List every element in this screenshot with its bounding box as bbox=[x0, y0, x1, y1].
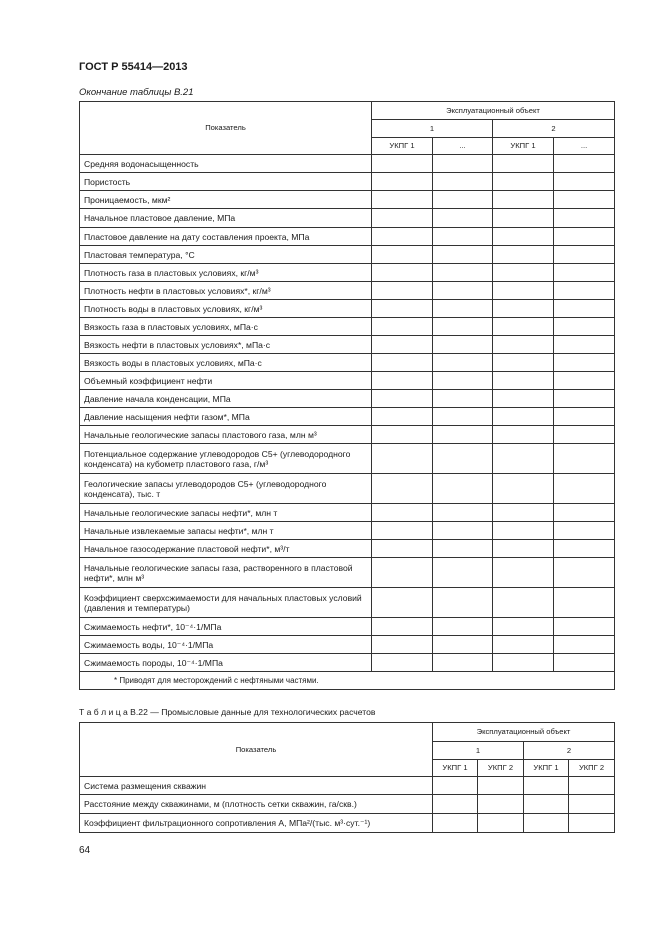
value-cell bbox=[493, 191, 554, 209]
value-cell bbox=[372, 246, 433, 264]
value-cell bbox=[433, 228, 493, 246]
value-cell bbox=[554, 191, 615, 209]
table-row bbox=[80, 474, 615, 504]
value-cell bbox=[372, 336, 433, 354]
row-label: Сжимаемость воды, 10⁻⁴·1/МПа bbox=[80, 636, 372, 654]
table1-caption: Окончание таблицы В.21 bbox=[79, 87, 194, 98]
value-cell bbox=[478, 814, 524, 833]
table-row bbox=[80, 504, 615, 522]
value-cell bbox=[372, 318, 433, 336]
value-cell bbox=[372, 264, 433, 282]
table1-header-indicator: Показатель bbox=[80, 102, 372, 155]
value-cell bbox=[433, 558, 493, 588]
value-cell bbox=[372, 522, 433, 540]
table2-header-object-1: 1 bbox=[433, 742, 524, 760]
table2-header-group: Эксплуатационный объект bbox=[433, 723, 615, 742]
value-cell bbox=[493, 654, 554, 672]
row-label: Плотность газа в пластовых условиях, кг/м³ bbox=[80, 264, 372, 282]
value-cell bbox=[372, 408, 433, 426]
table-row bbox=[80, 814, 615, 833]
value-cell bbox=[493, 246, 554, 264]
value-cell bbox=[372, 209, 433, 228]
row-label: Расстояние между скважинами, м (плотность сетки скважин, га/скв.) bbox=[80, 795, 433, 814]
value-cell bbox=[433, 408, 493, 426]
row-label: Начальные геологические запасы нефти*, млн т bbox=[80, 504, 372, 522]
value-cell bbox=[493, 588, 554, 618]
value-cell bbox=[554, 474, 615, 504]
table-row bbox=[80, 540, 615, 558]
value-cell bbox=[493, 155, 554, 173]
table-row bbox=[80, 191, 615, 209]
value-cell bbox=[433, 354, 493, 372]
value-cell bbox=[493, 636, 554, 654]
value-cell bbox=[493, 318, 554, 336]
value-cell bbox=[554, 336, 615, 354]
value-cell bbox=[493, 522, 554, 540]
row-label: Начальное газосодержание пластовой нефти*, м³/т bbox=[80, 540, 372, 558]
value-cell bbox=[372, 372, 433, 390]
value-cell bbox=[493, 408, 554, 426]
value-cell bbox=[433, 173, 493, 191]
value-cell bbox=[493, 354, 554, 372]
value-cell bbox=[554, 444, 615, 474]
row-label: Пластовое давление на дату составления проекта, МПа bbox=[80, 228, 372, 246]
table-row bbox=[80, 636, 615, 654]
value-cell bbox=[433, 282, 493, 300]
value-cell bbox=[372, 426, 433, 444]
value-cell bbox=[493, 540, 554, 558]
row-label: Геологические запасы углеводородов С5+ (углеводородного конденсата), тыс. т bbox=[80, 474, 372, 504]
row-label: Проницаемость, мкм² bbox=[80, 191, 372, 209]
value-cell bbox=[493, 282, 554, 300]
value-cell bbox=[372, 474, 433, 504]
table1-header-group: Эксплуатационный объект bbox=[372, 102, 615, 120]
value-cell bbox=[433, 504, 493, 522]
table-row bbox=[80, 282, 615, 300]
value-cell bbox=[554, 246, 615, 264]
value-cell bbox=[493, 444, 554, 474]
table-row bbox=[80, 372, 615, 390]
value-cell bbox=[372, 588, 433, 618]
row-label: Коэффициент сверхсжимаемости для начальных пластовых условий (давления и температуры) bbox=[80, 588, 372, 618]
row-label: Плотность воды в пластовых условиях, кг/м³ bbox=[80, 300, 372, 318]
value-cell bbox=[433, 209, 493, 228]
row-label: Пористость bbox=[80, 173, 372, 191]
value-cell bbox=[478, 777, 524, 795]
value-cell bbox=[554, 588, 615, 618]
value-cell bbox=[372, 282, 433, 300]
value-cell bbox=[569, 795, 615, 814]
table1-header-col-3: УКПГ 1 bbox=[493, 138, 554, 155]
page-number: 64 bbox=[79, 845, 91, 856]
table-row bbox=[80, 654, 615, 672]
table2 bbox=[79, 722, 615, 833]
table-row bbox=[80, 408, 615, 426]
table1 bbox=[79, 101, 615, 690]
value-cell bbox=[554, 300, 615, 318]
value-cell bbox=[372, 540, 433, 558]
value-cell bbox=[372, 654, 433, 672]
value-cell bbox=[372, 636, 433, 654]
value-cell bbox=[569, 814, 615, 833]
value-cell bbox=[372, 173, 433, 191]
table-row bbox=[80, 155, 615, 173]
value-cell bbox=[433, 636, 493, 654]
value-cell bbox=[554, 540, 615, 558]
value-cell bbox=[493, 173, 554, 191]
value-cell bbox=[433, 246, 493, 264]
footnote-row bbox=[80, 672, 615, 690]
table2-header-col-4: УКПГ 2 bbox=[569, 760, 615, 777]
value-cell bbox=[554, 173, 615, 191]
row-label: Пластовая температура, °С bbox=[80, 246, 372, 264]
value-cell bbox=[372, 191, 433, 209]
row-label: Начальные геологические запасы газа, растворенного в пластовой нефти*, млн м³ bbox=[80, 558, 372, 588]
row-label: Потенциальное содержание углеводородов С5+ (углеводородного конденсата) на кубометр пластового газа, г/м³ bbox=[80, 444, 372, 474]
row-label: Вязкость нефти в пластовых условиях*, мПа·с bbox=[80, 336, 372, 354]
value-cell bbox=[493, 372, 554, 390]
value-cell bbox=[372, 618, 433, 636]
value-cell bbox=[554, 155, 615, 173]
table1-header-object-1: 1 bbox=[372, 120, 493, 138]
value-cell bbox=[554, 426, 615, 444]
value-cell bbox=[493, 300, 554, 318]
row-label: Плотность нефти в пластовых условиях*, кг/м³ bbox=[80, 282, 372, 300]
row-label: Давление насыщения нефти газом*, МПа bbox=[80, 408, 372, 426]
row-label: Начальное пластовое давление, МПа bbox=[80, 209, 372, 228]
value-cell bbox=[554, 228, 615, 246]
row-label: Вязкость газа в пластовых условиях, мПа·с bbox=[80, 318, 372, 336]
value-cell bbox=[554, 209, 615, 228]
value-cell bbox=[433, 540, 493, 558]
value-cell bbox=[433, 618, 493, 636]
row-label: Сжимаемость нефти*, 10⁻⁴·1/МПа bbox=[80, 618, 372, 636]
value-cell bbox=[554, 522, 615, 540]
value-cell bbox=[493, 336, 554, 354]
value-cell bbox=[493, 474, 554, 504]
value-cell bbox=[433, 654, 493, 672]
row-label: Коэффициент фильтрационного сопротивления А, МПа²/(тыс. м³·сут.⁻¹) bbox=[80, 814, 433, 833]
value-cell bbox=[433, 191, 493, 209]
value-cell bbox=[554, 372, 615, 390]
table1-header-object-2: 2 bbox=[493, 120, 615, 138]
table-row bbox=[80, 444, 615, 474]
row-label: Начальные геологические запасы пластового газа, млн м³ bbox=[80, 426, 372, 444]
row-label: Средняя водонасыщенность bbox=[80, 155, 372, 173]
value-cell bbox=[433, 155, 493, 173]
table-row bbox=[80, 264, 615, 282]
value-cell bbox=[433, 300, 493, 318]
table2-header-col-2: УКПГ 2 bbox=[478, 760, 524, 777]
value-cell bbox=[433, 814, 478, 833]
value-cell bbox=[372, 300, 433, 318]
value-cell bbox=[433, 522, 493, 540]
row-label: Начальные извлекаемые запасы нефти*, млн т bbox=[80, 522, 372, 540]
value-cell bbox=[493, 504, 554, 522]
value-cell bbox=[433, 777, 478, 795]
value-cell bbox=[372, 504, 433, 522]
value-cell bbox=[433, 372, 493, 390]
value-cell bbox=[493, 228, 554, 246]
value-cell bbox=[433, 588, 493, 618]
table2-header-object-2: 2 bbox=[524, 742, 615, 760]
value-cell bbox=[372, 155, 433, 173]
value-cell bbox=[372, 444, 433, 474]
value-cell bbox=[433, 336, 493, 354]
value-cell bbox=[372, 558, 433, 588]
value-cell bbox=[554, 390, 615, 408]
value-cell bbox=[433, 795, 478, 814]
value-cell bbox=[524, 777, 569, 795]
table-row bbox=[80, 426, 615, 444]
table2-header-col-1: УКПГ 1 bbox=[433, 760, 478, 777]
value-cell bbox=[554, 636, 615, 654]
value-cell bbox=[433, 264, 493, 282]
value-cell bbox=[554, 618, 615, 636]
value-cell bbox=[493, 390, 554, 408]
value-cell bbox=[493, 618, 554, 636]
table-row bbox=[80, 354, 615, 372]
value-cell bbox=[433, 390, 493, 408]
table-row bbox=[80, 336, 615, 354]
value-cell bbox=[554, 264, 615, 282]
row-label: Объемный коэффициент нефти bbox=[80, 372, 372, 390]
value-cell bbox=[372, 390, 433, 408]
value-cell bbox=[554, 504, 615, 522]
table-row bbox=[80, 209, 615, 228]
value-cell bbox=[524, 814, 569, 833]
value-cell bbox=[433, 444, 493, 474]
value-cell bbox=[569, 777, 615, 795]
table-row bbox=[80, 588, 615, 618]
table1-header-col-4: ... bbox=[554, 138, 615, 155]
value-cell bbox=[524, 795, 569, 814]
table-row bbox=[80, 522, 615, 540]
value-cell bbox=[372, 228, 433, 246]
footnote: * Приводят для месторождений с нефтяными частями. bbox=[80, 672, 615, 690]
table-row bbox=[80, 777, 615, 795]
value-cell bbox=[554, 318, 615, 336]
value-cell bbox=[433, 474, 493, 504]
table2-caption: Т а б л и ц а В.22 — Промысловые данные для технологических расчетов bbox=[79, 707, 376, 717]
value-cell bbox=[554, 654, 615, 672]
standard-title: ГОСТ Р 55414—2013 bbox=[79, 61, 188, 73]
row-label: Вязкость воды в пластовых условиях, мПа·с bbox=[80, 354, 372, 372]
table1-header-col-1: УКПГ 1 bbox=[372, 138, 433, 155]
table-row bbox=[80, 390, 615, 408]
row-label: Сжимаемость породы, 10⁻⁴·1/МПа bbox=[80, 654, 372, 672]
table-row bbox=[80, 618, 615, 636]
value-cell bbox=[372, 354, 433, 372]
table-row bbox=[80, 318, 615, 336]
value-cell bbox=[493, 558, 554, 588]
table1-header-col-2: ... bbox=[433, 138, 493, 155]
table-row bbox=[80, 173, 615, 191]
table-row bbox=[80, 228, 615, 246]
table2-header-indicator: Показатель bbox=[80, 723, 433, 777]
value-cell bbox=[493, 264, 554, 282]
value-cell bbox=[493, 426, 554, 444]
row-label: Система размещения скважин bbox=[80, 777, 433, 795]
table-row bbox=[80, 300, 615, 318]
value-cell bbox=[554, 282, 615, 300]
table2-header-col-3: УКПГ 1 bbox=[524, 760, 569, 777]
table-row bbox=[80, 795, 615, 814]
value-cell bbox=[493, 209, 554, 228]
row-label: Давление начала конденсации, МПа bbox=[80, 390, 372, 408]
table-row bbox=[80, 558, 615, 588]
table-row bbox=[80, 246, 615, 264]
value-cell bbox=[554, 558, 615, 588]
value-cell bbox=[554, 408, 615, 426]
value-cell bbox=[433, 318, 493, 336]
value-cell bbox=[554, 354, 615, 372]
value-cell bbox=[478, 795, 524, 814]
value-cell bbox=[433, 426, 493, 444]
